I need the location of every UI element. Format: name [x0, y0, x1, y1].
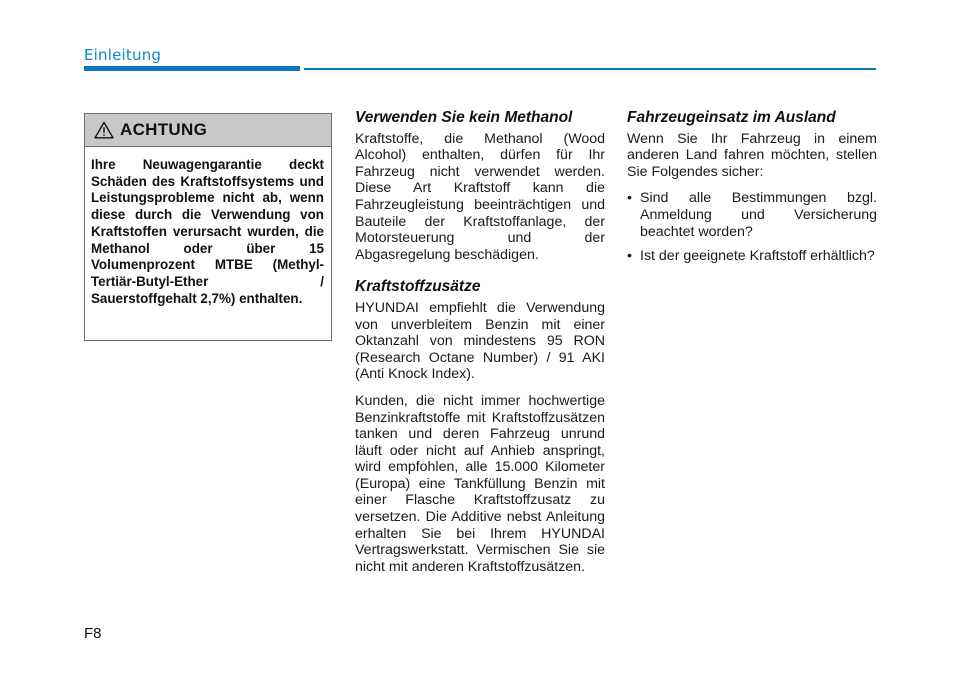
column-middle	[355, 110, 605, 585]
column-right	[627, 110, 877, 273]
caution-title: ACHTUNG	[120, 120, 208, 139]
header-rule-thin	[304, 68, 876, 70]
page-number: F8	[84, 625, 102, 642]
list-item	[627, 190, 877, 240]
caution-header	[85, 114, 331, 147]
warning-triangle-icon	[94, 121, 114, 139]
bullet-icon: •	[627, 190, 632, 207]
abroad-list	[627, 190, 877, 264]
list-item-text: Sind alle Bestimmungen bzgl. Anmeldung und Versicherung beachtet worden?	[640, 190, 877, 240]
bullet-icon: •	[627, 248, 632, 265]
section-title: Einleitung	[84, 46, 162, 64]
caution-text: Ihre Neuwagengarantie deckt Schäden des Kraftstoffsystems und Leistungsprobleme nicht ab, wenn diese durch die Verwendung von Kraftstoffen verursacht wurden, die Methanol oder über 15 Volumenprozent MTBE (Methyl-Tertiär-Butyl-Ether / Sauerstoffgehalt 2,7%) enthalten.	[91, 157, 324, 306]
additives-paragraph: HYUNDAI empfiehlt die Verwendung von unverbleitem Benzin mit einer Oktanzahl von mindestens 95 RON (Research Octane Number) / 91 AKI (Anti Knock Index).	[355, 299, 605, 383]
additives-heading: Kraftstoffzusätze	[355, 278, 481, 296]
caution-box	[84, 113, 332, 341]
additives-paragraph: Kunden, die nicht immer hochwertige Benzinkraftstoffe mit Kraftstoffzusätzen tanken und deren Fahrzeug unrund läuft oder nicht auf Anhieb anspringt, wird empfohlen, alle 15.000 Kilometer (Europa) eine Tankfüllung Benzin mit einer Flasche Kraftstoffzusatz zu versetzen. Die Additive nebst Anleitung erhalten Sie bei Ihrem HYUNDAI Vertragswerkstatt. Vermischen Sie sie nicht mit anderen Kraftstoffzusätzen.	[355, 392, 605, 575]
abroad-heading: Fahrzeugeinsatz im Ausland	[627, 109, 836, 126]
methanol-text: Kraftstoffe, die Methanol (Wood Alcohol) enthalten, dürfen für Ihr Fahrzeug nicht verwendet werden. Diese Art Kraftstoff kann die Fahrzeugleistung beeinträchtigen und Bauteile der Kraftstoffanlage, der Motorsteuerung und der Abgasregelung beschädigen.	[355, 130, 605, 263]
list-item-text: Ist der geeignete Kraftstoff erhältlich?	[640, 248, 875, 265]
methanol-heading: Verwenden Sie kein Methanol	[355, 109, 573, 126]
header-rule-thick	[84, 66, 300, 71]
list-item	[627, 248, 877, 265]
abroad-intro: Wenn Sie Ihr Fahrzeug in einem anderen Land fahren möchten, stellen Sie Folgendes sicher:	[627, 130, 877, 180]
